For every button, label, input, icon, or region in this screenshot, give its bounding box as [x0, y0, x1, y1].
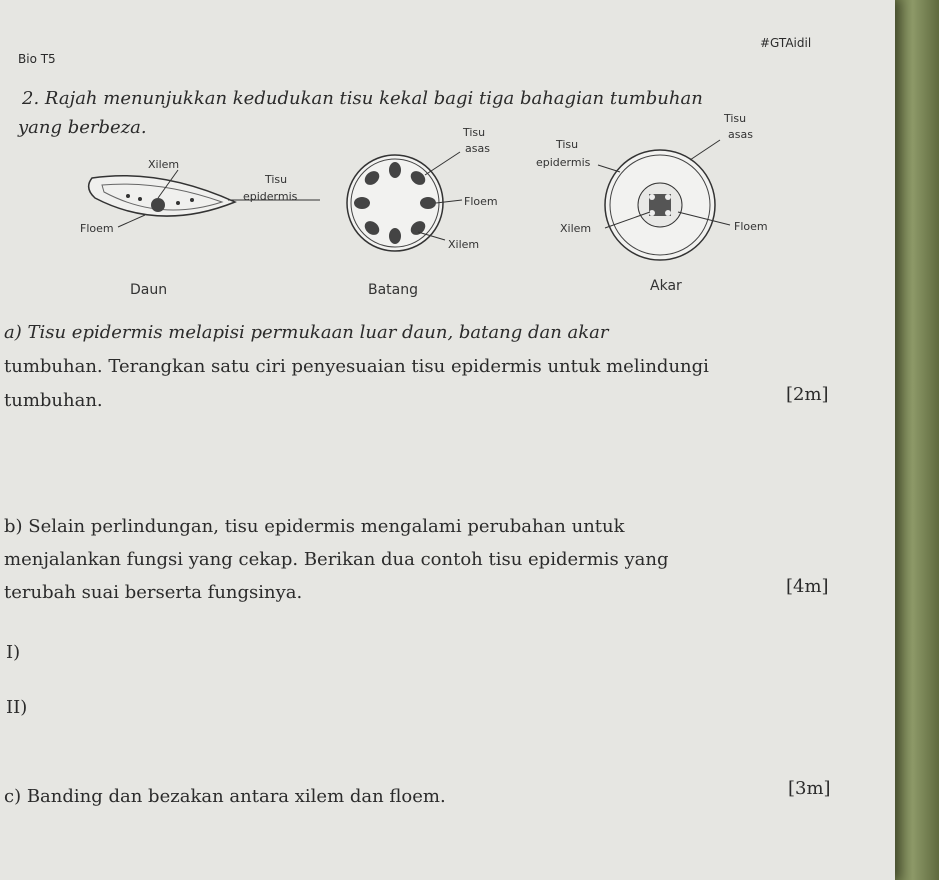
root-floem-label: Floem	[734, 220, 768, 233]
stem-asas-label: asas	[465, 142, 490, 155]
part-b-marks: [4m]	[786, 576, 829, 597]
root-xilem-label: Xilem	[560, 222, 592, 235]
part-c-marks: [3m]	[788, 778, 831, 799]
subject-label: Bio T5	[18, 52, 56, 66]
background-surface	[895, 0, 939, 880]
root-asas-label: asas	[728, 128, 753, 141]
leaf-floem-label: Floem	[80, 222, 114, 235]
root-caption: Akar	[650, 278, 682, 294]
part-b-line2: menjalankan fungsi yang cekap. Berikan dua contoh tisu epidermis yang	[4, 549, 669, 570]
part-c-line1: c) Banding dan bezakan antara xilem dan floem.	[4, 786, 446, 807]
question-intro-line1: Rajah menunjukkan kedudukan tisu kekal bagi tiga bahagian tumbuhan	[44, 88, 703, 109]
part-a-line2: tumbuhan. Terangkan satu ciri penyesuaian tisu epidermis untuk melindungi	[4, 356, 709, 377]
leaf-epidermis-label: epidermis	[243, 190, 298, 203]
root-epidermis-label: epidermis	[536, 156, 591, 169]
question-intro-line2: yang berbeza.	[18, 117, 147, 138]
stem-cross-section	[347, 152, 462, 251]
part-a-line1: a) Tisu epidermis melapisi permukaan luar daun, batang dan akar	[4, 322, 609, 343]
part-a-marks: [2m]	[786, 384, 829, 405]
root-tisu-asas-label: Tisu	[724, 112, 747, 125]
root-cross-section	[598, 140, 730, 260]
question-number: 2.	[22, 88, 40, 109]
leaf-tisu-label: Tisu	[265, 173, 288, 186]
stem-xilem-label: Xilem	[448, 238, 480, 251]
root-tisu-epidermis-label: Tisu	[556, 138, 579, 151]
leaf-caption: Daun	[130, 282, 168, 298]
hashtag-label: #GTAidil	[760, 36, 812, 50]
part-b-line1: b) Selain perlindungan, tisu epidermis mengalami perubahan untuk	[4, 516, 625, 537]
leaf-xilem-label: Xilem	[148, 158, 180, 171]
leaf-vascular-bundle	[151, 198, 165, 212]
part-a-line3: tumbuhan.	[4, 390, 103, 411]
stem-tisu-label: Tisu	[463, 126, 486, 139]
stem-caption: Batang	[368, 282, 419, 298]
part-b-item-ii: II)	[6, 697, 28, 718]
plant-tissue-diagram	[0, 0, 895, 300]
part-b-line3: terubah suai berserta fungsinya.	[4, 582, 303, 603]
part-b-item-i: I)	[6, 642, 21, 663]
stem-floem-label: Floem	[464, 195, 498, 208]
